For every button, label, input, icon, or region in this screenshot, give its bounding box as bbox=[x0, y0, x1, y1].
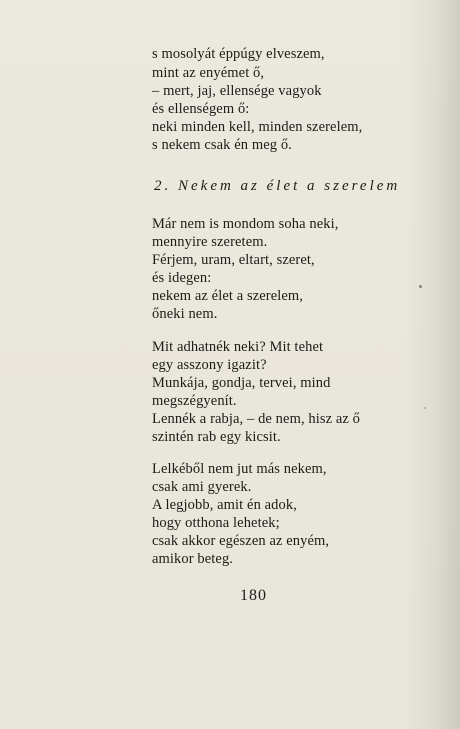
poem-line: Lelkéből nem jut más nekem, bbox=[152, 461, 327, 477]
poem-line: hogy otthona lehetek; bbox=[152, 515, 280, 531]
poem-line: nekem az élet a szerelem, bbox=[152, 288, 304, 304]
poem-line: egy asszony igazit? bbox=[152, 357, 267, 373]
poem-line: Férjem, uram, eltart, szeret, bbox=[152, 252, 315, 268]
section-title: 2. Nekem az élet a szerelem bbox=[154, 178, 401, 194]
poem-line: Mit adhatnék neki? Mit tehet bbox=[152, 339, 324, 355]
poem-line: mennyire szeretem. bbox=[152, 234, 268, 250]
poem-line: Már nem is mondom soha neki, bbox=[152, 216, 339, 232]
poem-line: Munkája, gondja, tervei, mind bbox=[152, 375, 331, 391]
page-number: 180 bbox=[240, 587, 267, 604]
poem-line: csak akkor egészen az enyém, bbox=[152, 533, 330, 549]
poem-line: megszégyenít. bbox=[152, 393, 237, 409]
poem-line: mint az enyémet ő, bbox=[152, 65, 265, 81]
paper-speck bbox=[419, 285, 422, 288]
poem-line: szintén rab egy kicsit. bbox=[152, 429, 281, 445]
poem-line: őneki nem. bbox=[152, 306, 218, 322]
poem-line: és idegen: bbox=[152, 270, 212, 286]
poem-line: – mert, jaj, ellensége vagyok bbox=[152, 83, 322, 99]
poem-line: A legjobb, amit én adok, bbox=[152, 497, 297, 513]
poem-line: csak ami gyerek. bbox=[152, 479, 252, 495]
poem-line: amikor beteg. bbox=[152, 551, 234, 567]
poem-line: Lennék a rabja, – de nem, hisz az ő bbox=[152, 411, 361, 427]
paper-speck bbox=[424, 407, 426, 409]
poem-line: és ellenségem ő: bbox=[152, 101, 250, 117]
poem-line: s nekem csak én meg ő. bbox=[152, 137, 292, 153]
poem-line: neki minden kell, minden szerelem, bbox=[152, 119, 363, 135]
poem-line: s mosolyát éppúgy elveszem, bbox=[152, 46, 325, 62]
